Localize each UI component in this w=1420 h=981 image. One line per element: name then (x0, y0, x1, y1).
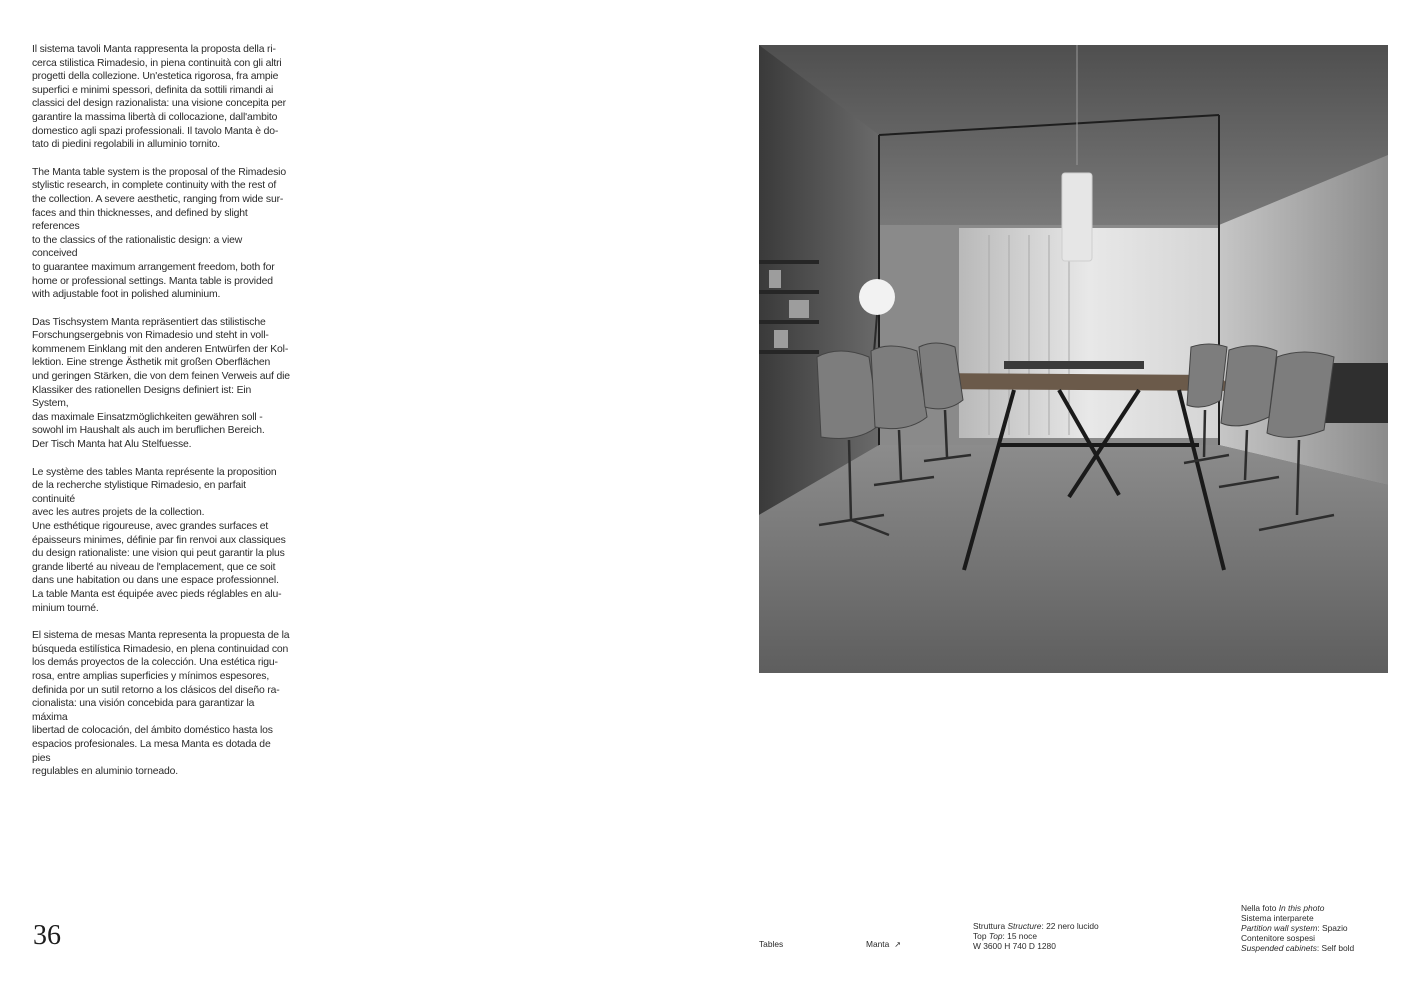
paragraph-english: The Manta table system is the proposal of the Rimadesio stylistic research, in complete continuity with the rest of the collection. A severe aesthetic, ranging from wide sur- faces and thin thicknesses, and defined by slight references to the classics of the rationalistic design: a view conceived to guarantee maximum arrangement freedom, both for home or professional settings. Manta table is provided with adjustable foot in polished aluminium. (32, 166, 286, 301)
photo-info-partition-it: Sistema interparete (1241, 913, 1314, 923)
spec-block (973, 921, 1099, 951)
photo-info-partition-en: Partition wall system: Spazio (1241, 923, 1348, 933)
paragraph-italian: Il sistema tavoli Manta rappresenta la proposta della ri- cerca stilistica Rimadesio, in piena continuità con gli altri progetti della collezione. Un'estetica rigorosa, fra ampie superfici e minimi spessori, definita da sottili rimandi ai classici del design razionalista: una visione concepita per garantire la massima libertà di collocazione, dall'ambito domestico agli spazi professionali. Il tavolo Manta è do- tato di piedini regolabili in alluminio tornito. (32, 44, 286, 151)
section-label (759, 939, 783, 949)
arrow-up-right-icon: ↗ (894, 940, 901, 949)
product-photo (759, 45, 1388, 673)
photo-info-cabinets-en: Suspended cabinets: Self bold (1241, 943, 1355, 953)
description-column (32, 43, 290, 793)
spec-structure: Struttura Structure: 22 nero lucido (973, 921, 1099, 931)
spec-dimensions: W 3600 H 740 D 1280 (973, 941, 1056, 951)
photo-info-block (1241, 903, 1354, 953)
section-text: Tables (759, 939, 784, 949)
product-link[interactable] (866, 939, 901, 950)
photo-info-title: Nella foto In this photo (1241, 903, 1325, 913)
paragraph-spanish: El sistema de mesas Manta representa la propuesta de la búsqueda estilística Rimadesio, en plena continuidad con los demás proyectos de la colección. Una estética rigu- rosa, entre amplias superficies y mínimos espesores, definida por un sutil retorno a los clásicos del diseño ra- cionalista: una visión concebida para garantizar la máxima libertad de colocación, del ámbito doméstico hasta los espacios profesionales. La mesa Manta es dotada de pies regulables en aluminio torneado. (32, 630, 290, 778)
page-number: 36 (33, 920, 61, 951)
paragraph-german: Das Tischsystem Manta repräsentiert das stilistische Forschungsergebnis von Rimadesio und steht in voll- kommenem Einklang mit den anderen Entwürfen der Kol- lektion. Eine strenge Ästhetik mit großen Oberflächen und geringen Stärken, die von dem feinen Verweis auf die Klassiker des rationellen Designs definiert ist: Ein System, das maximale Einsatzmöglichkeiten gewähren soll - sowohl im Haushalt als auch im beruflichen Bereich. Der Tisch Manta hat Alu Stelfuesse. (32, 316, 290, 451)
photo-info-cabinets-it: Contenitore sospesi (1241, 933, 1316, 943)
spec-top: Top Top: 15 noce (973, 931, 1037, 941)
paragraph-french: Le système des tables Manta représente la proposition de la recherche stylistique Rimadesio, en parfait continuité avec les autres projets de la collection. Une esthétique rigoureuse, avec grandes surfaces et épaisseurs minimes, définie par fin renvoi aux classiques du design rationaliste: une vision qui peut garantir la plus grande liberté au niveau de l'emplacement, que ce soit dans une habitation ou dans une espace professionnel. La table Manta est équipée avec pieds réglables en alu- minium tourné. (32, 466, 286, 614)
product-name: Manta (866, 939, 890, 949)
